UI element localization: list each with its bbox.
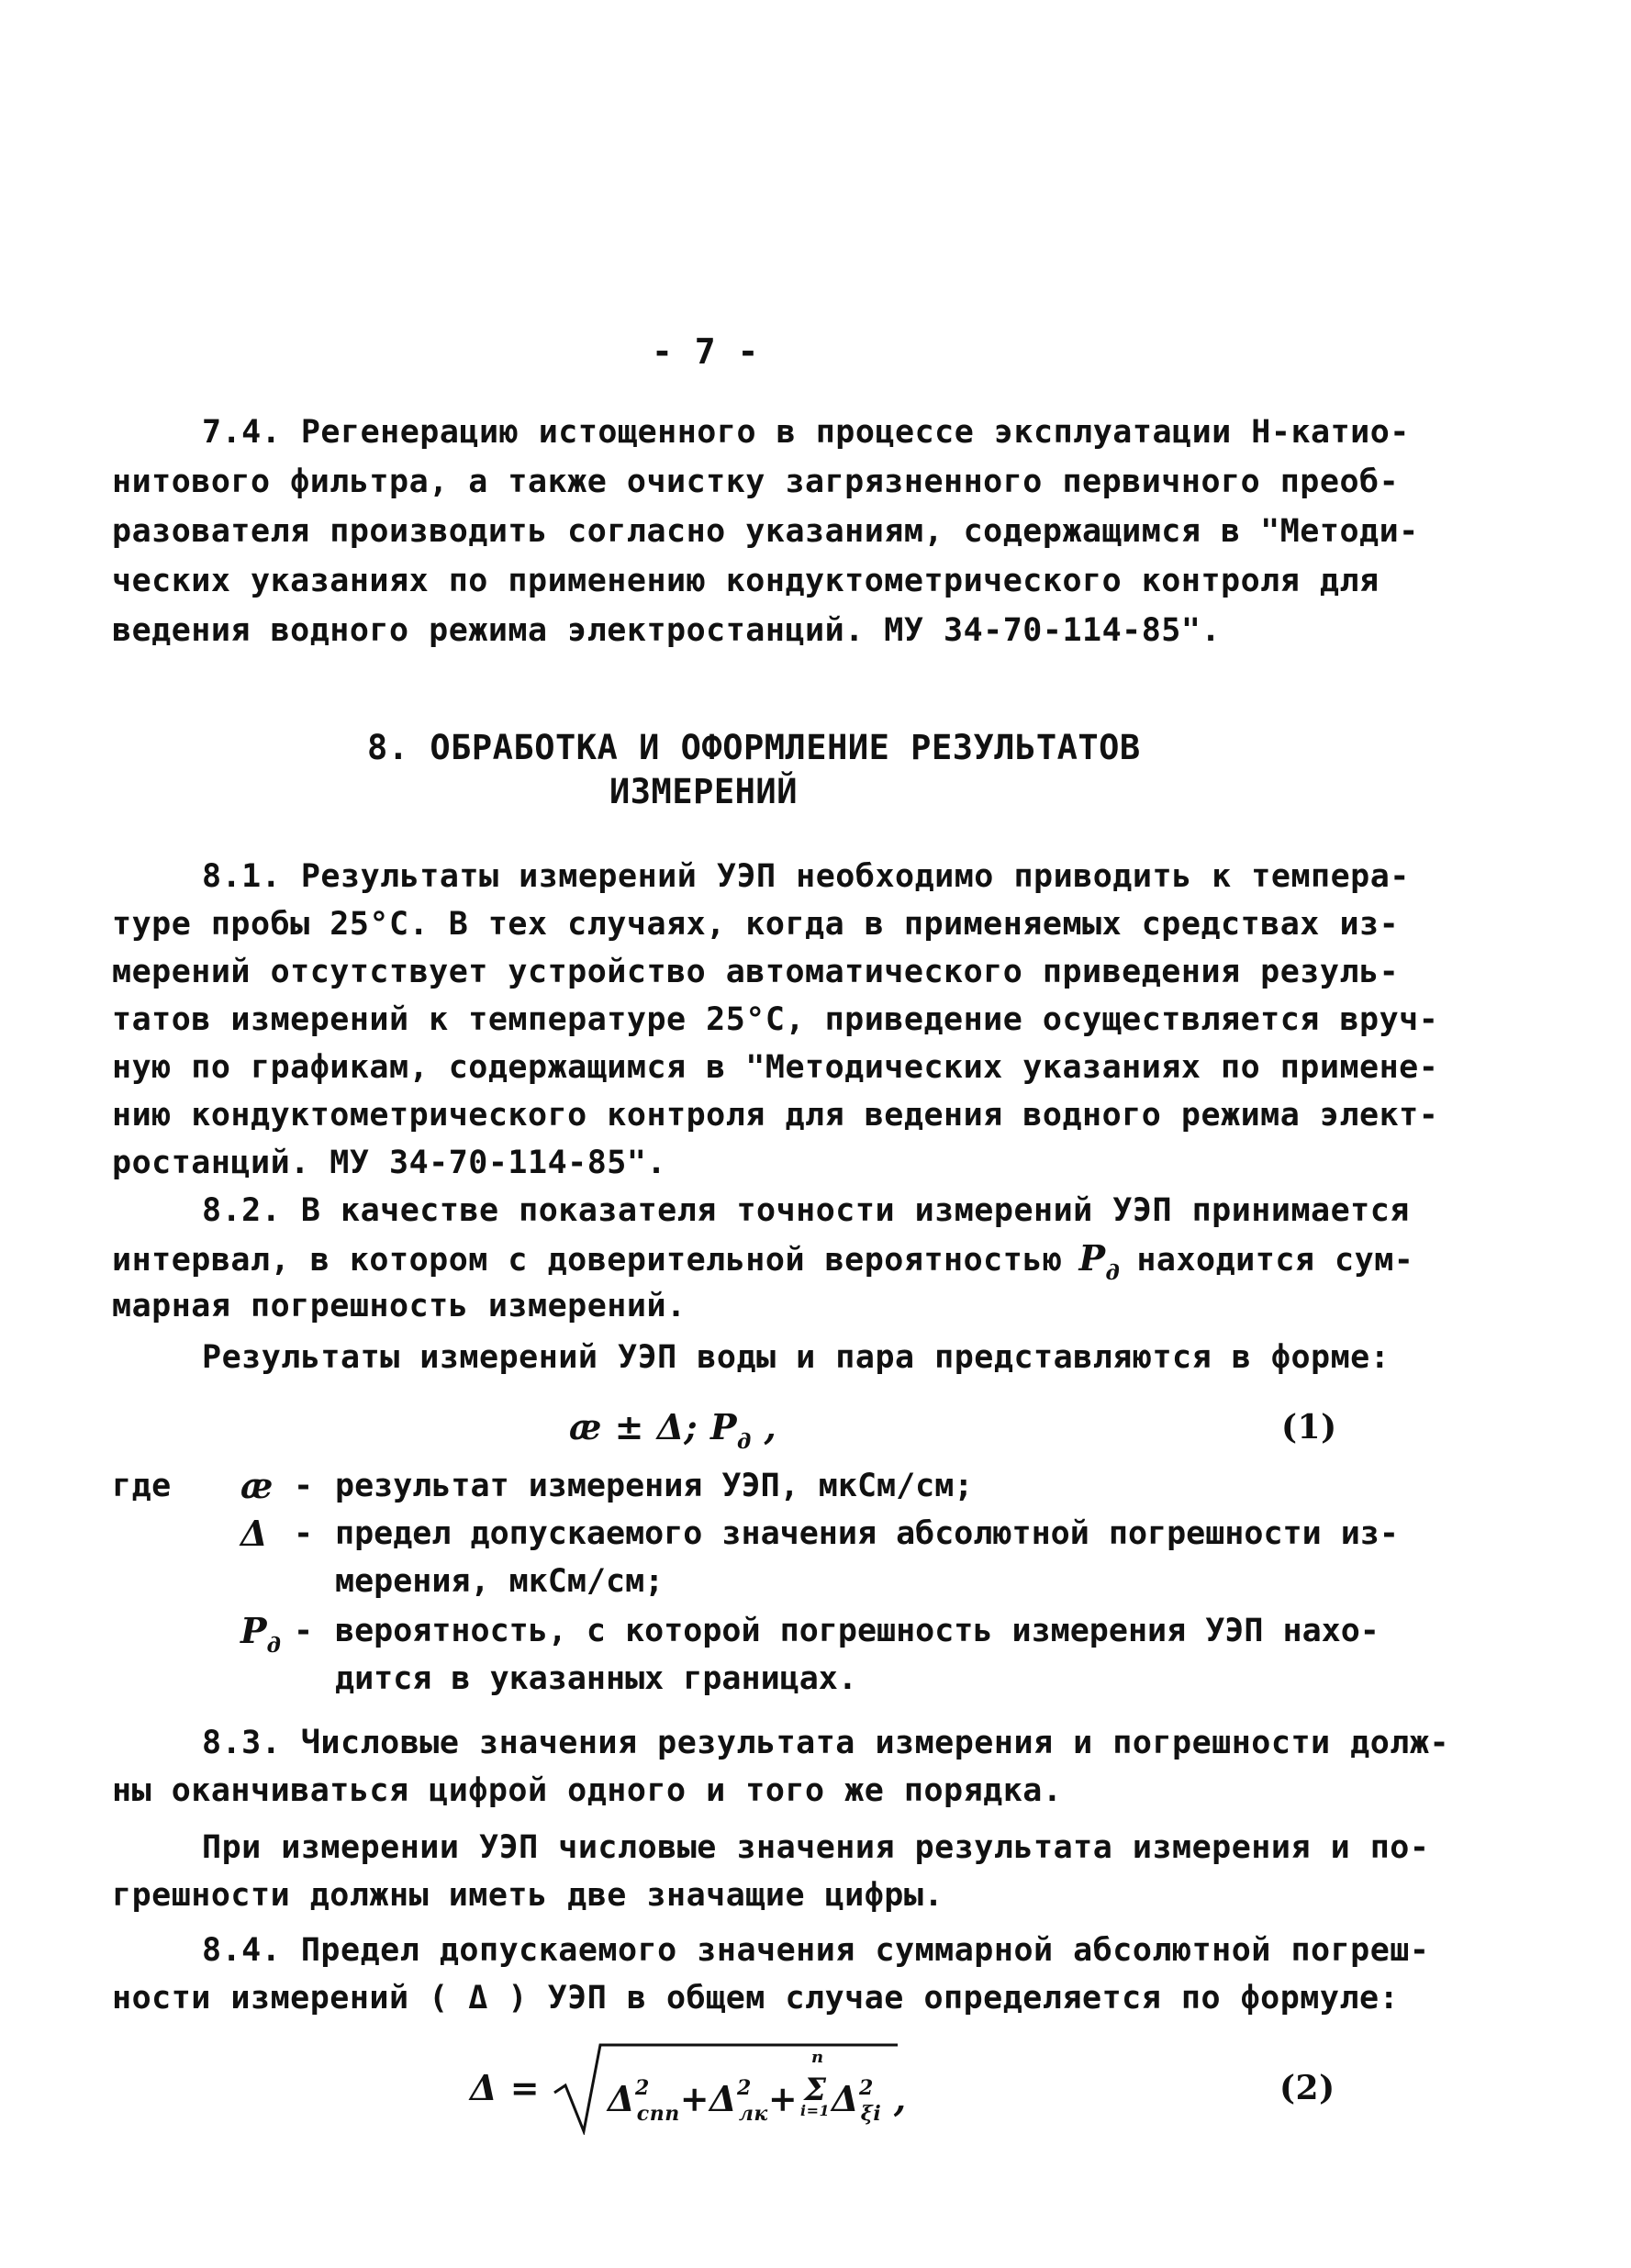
formula-1-number: (1) <box>1281 1408 1337 1447</box>
formula-1-main: æ ± Δ; P <box>569 1406 738 1447</box>
p82-form-intro: Результаты измерений УЭП воды и пара представляются в форме: <box>202 1339 1391 1376</box>
p83b-line-1: При измерении УЭП числовые значения результата измерения и по- <box>202 1829 1430 1866</box>
def-3-symbol <box>240 1606 281 1670</box>
p84-line-2: ности измерений ( Δ ) УЭП в общем случае определяется по формуле: <box>112 1980 1400 2017</box>
p-symbol-inline-sub: д <box>1105 1261 1121 1285</box>
p81-line-1: 8.1. Результаты измерений УЭП необходимо приводить к темпера- <box>202 858 1410 895</box>
p82-line-1: 8.2. В качестве показателя точности измерений УЭП принимается <box>202 1192 1410 1229</box>
def-3-text-line-1: вероятность, с которой погрешность измерения УЭП нахо- <box>335 1613 1380 1649</box>
def-3-symbol-main: P <box>240 1610 267 1651</box>
p83b-line-2: грешности должны иметь две значащие цифры. <box>112 1877 944 1914</box>
p-symbol-inline-main: P <box>1078 1237 1106 1279</box>
p74-line-3: разователя производить согласно указаниям, содержащимся в "Методи- <box>112 513 1419 550</box>
p81-line-3: мерений отсутствует устройство автоматического приведения резуль- <box>112 954 1400 990</box>
formula-2-t3-sup: 2 <box>858 2076 874 2100</box>
formula-2-t3-sub: ξi <box>860 2102 882 2126</box>
formula-1 <box>569 1402 776 1467</box>
p81-line-7: ростанций. МУ 34-70-114-85". <box>112 1145 667 1181</box>
def-3-symbol-sub: д <box>266 1634 281 1658</box>
p81-line-2: туре пробы 25°С. В тех случаях, когда в применяемых средствах из- <box>112 906 1400 943</box>
section-heading-line-1: 8. ОБРАБОТКА И ОФОРМЛЕНИЕ РЕЗУЛЬТАТОВ <box>367 728 1141 767</box>
formula-2-lhs: Δ = <box>470 2067 541 2108</box>
def-1-text-line-1: результат измерения УЭП, мкСм/см; <box>335 1468 974 1504</box>
formula-2-sum: Σ <box>804 2072 827 2108</box>
p74-line-4: ческих указаниях по применению кондуктометрического контроля для <box>112 563 1380 599</box>
where-label: где <box>112 1468 172 1504</box>
formula-2-number: (2) <box>1279 2069 1335 2107</box>
formula-1-tail: , <box>751 1406 777 1447</box>
def-3-text-line-2: дится в указанных границах. <box>335 1660 857 1697</box>
p82-line-2-tail: находится сум- <box>1136 1242 1414 1279</box>
formula-2-plus-2: + <box>767 2078 799 2119</box>
p74-line-2: нитового фильтра, а также очистку загрязненного первичного преоб- <box>112 464 1400 500</box>
formula-2-t2-sup: 2 <box>737 2076 752 2100</box>
formula-2-radicand <box>608 2063 798 2139</box>
formula-2-t1-sup: 2 <box>634 2076 650 2100</box>
def-1-symbol: æ <box>240 1465 274 1506</box>
section-heading-line-2: ИЗМЕРЕНИЙ <box>609 772 798 811</box>
p83-line-1: 8.3. Числовые значения результата измерения и погрешности долж- <box>202 1725 1450 1761</box>
p-symbol-inline <box>1078 1237 1121 1285</box>
def-2-dash: - <box>294 1515 314 1552</box>
formula-2-t1-sub: спп <box>636 2102 680 2126</box>
p84-line-1: 8.4. Предел допускаемого значения суммарной абсолютной погреш- <box>202 1932 1430 1969</box>
formula-2-tail: , <box>881 2078 907 2119</box>
def-2-text-line-2: мерения, мкСм/см; <box>335 1563 665 1600</box>
def-1-dash: - <box>294 1468 314 1504</box>
p74-line-5: ведения водного режима электростанций. МУ 34-70-114-85". <box>112 612 1222 649</box>
p81-line-5: ную по графикам, содержащимся в "Методических указаниях по примене- <box>112 1049 1439 1086</box>
formula-2-t1: Δ <box>608 2078 635 2119</box>
p82-line-2-text: интервал, в котором с доверительной вероятностью <box>112 1242 1063 1279</box>
formula-2-plus-1: + <box>679 2078 710 2119</box>
formula-2-t3: Δ <box>832 2078 859 2119</box>
formula-2-t2-sub: лк <box>738 2102 768 2126</box>
p81-line-6: нию кондуктометрического контроля для ведения водного режима элект- <box>112 1097 1439 1134</box>
def-2-symbol: Δ <box>240 1513 268 1554</box>
p83-line-2: ны оканчиваться цифрой одного и того же порядка. <box>112 1772 1063 1809</box>
p82-line-3: марная погрешность измерений. <box>112 1288 687 1324</box>
def-3-dash: - <box>294 1613 314 1649</box>
formula-2-sum-bottom: i=1 <box>800 2102 831 2119</box>
formula-2-t3-group <box>832 2063 907 2139</box>
formula-2-sum-top: n <box>811 2048 824 2067</box>
p81-line-4: татов измерений к температуре 25°С, приведение осуществляется вруч- <box>112 1001 1439 1038</box>
p74-line-1: 7.4. Регенерацию истощенного в процессе эксплуатации Н-катио- <box>202 414 1410 451</box>
page-number: - 7 - <box>652 331 759 372</box>
formula-2-t2: Δ <box>709 2078 738 2119</box>
def-2-text-line-1: предел допускаемого значения абсолютной погрешности из- <box>335 1515 1399 1552</box>
formula-1-sub: д <box>737 1430 752 1454</box>
